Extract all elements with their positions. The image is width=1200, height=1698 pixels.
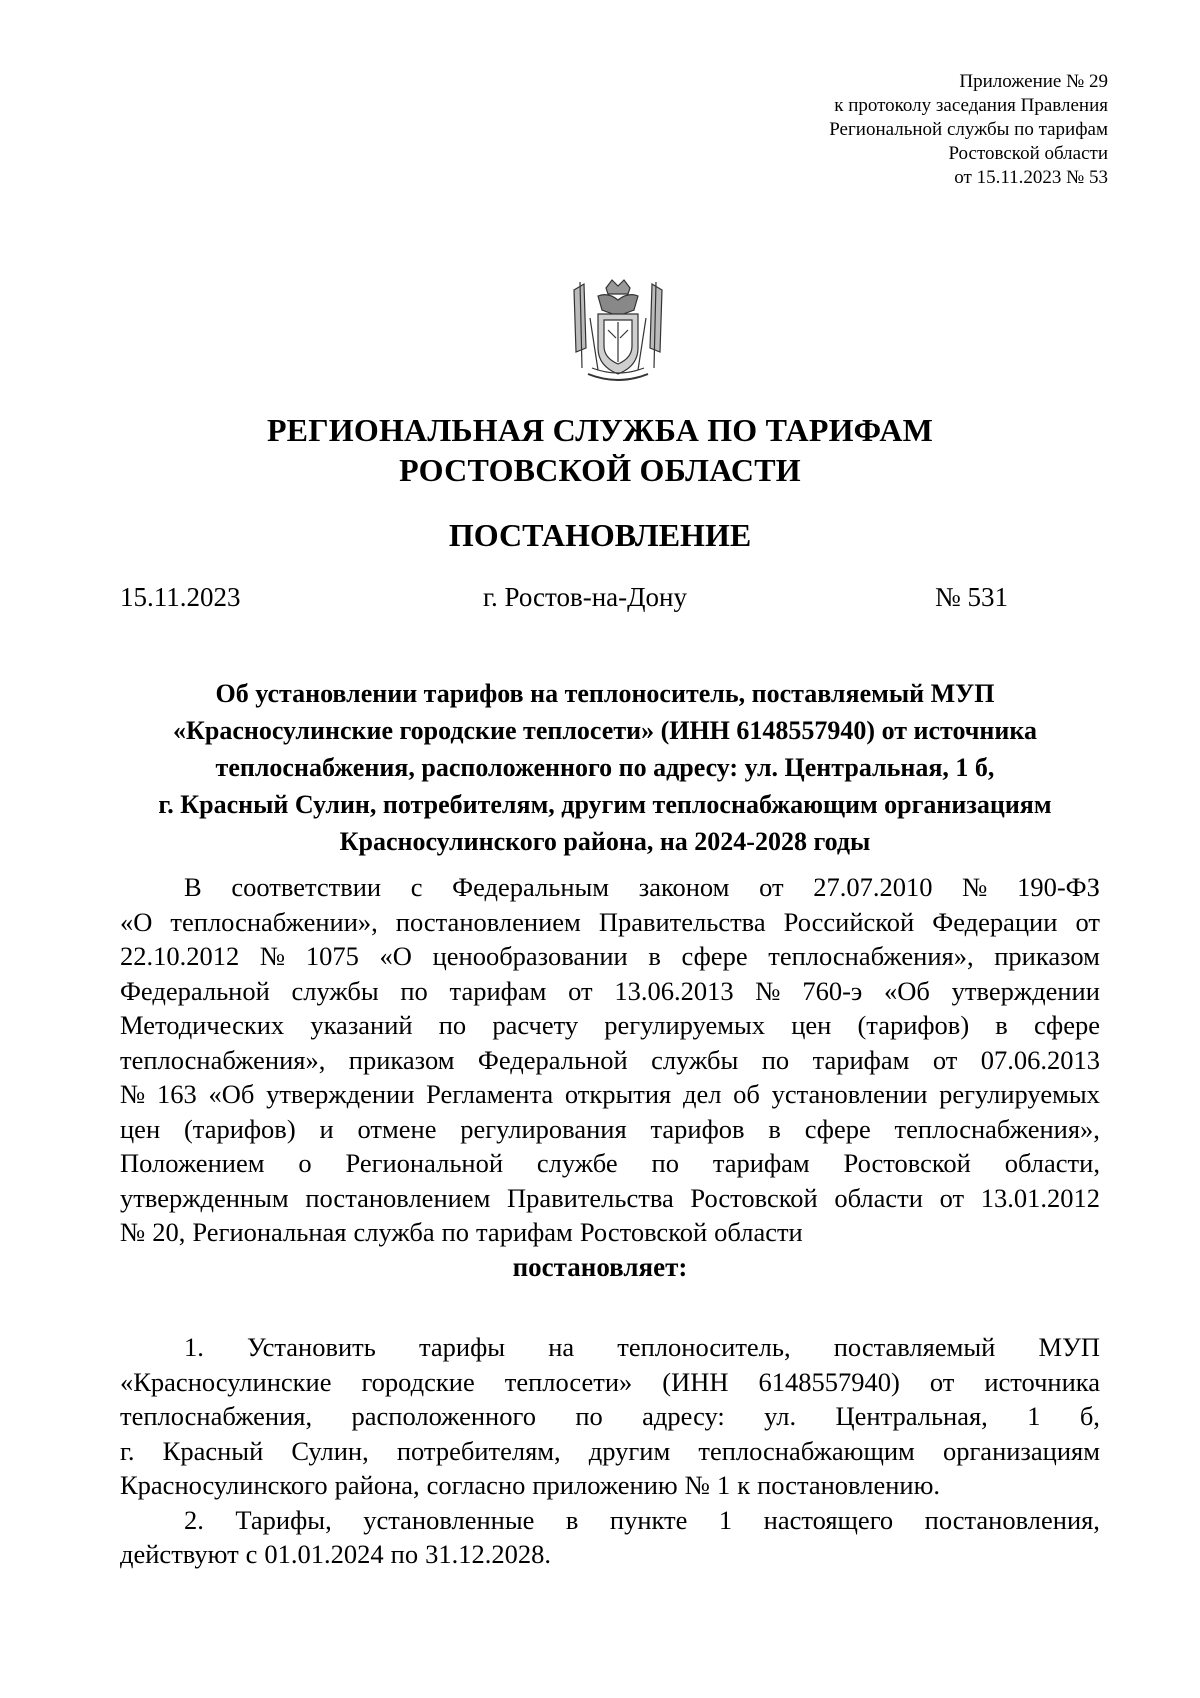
item-1-line: г. Красный Сулин, потребителям, другим теплоснабжающим организациям [120,1435,1100,1466]
subject-line: г. Красный Сулин, потребителям, другим теплоснабжающим организациям [158,790,1052,819]
preamble-line: «О теплоснабжении», постановлением Правительства Российской Федерации от [120,906,1100,937]
item-1-line: 1. Установить тарифы на теплоноситель, поставляемый МУП [184,1332,1100,1362]
preamble-line: В соответствии с Федеральным законом от 27.07.2010 № 190-ФЗ [184,872,1100,902]
preamble-line: цен (тарифов) и отмене регулирования тарифов в сфере теплоснабжения», [120,1113,1100,1144]
resolution-items [120,1330,1100,1572]
appendix-line: Приложение № 29 [959,71,1108,92]
item-2-line: действуют с 01.01.2024 по 31.12.2028. [120,1539,551,1569]
preamble-paragraph [120,870,1100,1250]
preamble-line: 22.10.2012 № 1075 «О ценообразовании в сфере теплоснабжения», приказом [120,941,1100,971]
document-subject [110,675,1100,860]
item-1-line: теплоснабжения, расположенного по адресу: ул. Центральная, 1 б, [120,1401,1100,1431]
preamble-line: № 20, Региональная служба по тарифам Ростовской области [120,1217,803,1247]
document-number: № 531 [935,582,1009,612]
preamble-line: Положением о Региональной службе по тарифам Ростовской области, [120,1148,1100,1178]
subject-line: «Красносулинские городские теплосети» (ИНН 6148557940) от источника [173,716,1037,745]
document-city: г. Ростов-на-Дону [483,582,688,612]
preamble-line: теплоснабжения», приказом Федеральной службы по тарифам от 07.06.2013 [120,1044,1100,1075]
subject-line: теплоснабжения, расположенного по адресу: ул. Центральная, 1 б, [215,753,995,782]
resolves-heading: постановляет: [512,1252,688,1282]
appendix-line: от 15.11.2023 № 53 [954,167,1108,188]
appendix-line: Региональной службы по тарифам [829,119,1108,140]
appendix-line: Ростовской области [948,143,1108,164]
appendix-line: к протоколу заседания Правления [834,95,1108,116]
item-1-line: «Красносулинские городские теплосети» (ИНН 6148557940) от источника [120,1366,1100,1397]
item-1-line: Красносулинского района, согласно приложению № 1 к постановлению. [120,1470,940,1500]
item-2-line: 2. Тарифы, установленные в пункте 1 настоящего постановления, [184,1504,1100,1535]
preamble-line: № 163 «Об утверждении Регламента открытия дел об установлении регулируемых [120,1079,1100,1109]
appendix-reference [829,70,1108,190]
subject-line: Об установлении тарифов на теплоноситель, поставляемый МУП [215,679,995,708]
document-type: ПОСТАНОВЛЕНИЕ [448,517,752,553]
agency-title-line: РОСТОВСКОЙ ОБЛАСТИ [399,452,801,488]
preamble-line: Федеральной службы по тарифам от 13.06.2013 № 760-э «Об утверждении [120,975,1100,1006]
preamble-line: Методических указаний по расчету регулируемых цен (тарифов) в сфере [120,1010,1100,1040]
agency-title-line: РЕГИОНАЛЬНАЯ СЛУЖБА ПО ТАРИФАМ [266,412,934,448]
subject-line: Красносулинского района, на 2024-2028 годы [339,827,871,856]
preamble-line: утвержденным постановлением Правительства Ростовской области от 13.01.2012 [120,1182,1100,1213]
agency-title [0,410,1200,490]
document-date: 15.11.2023 [120,582,241,612]
coat-of-arms-icon [568,278,668,388]
